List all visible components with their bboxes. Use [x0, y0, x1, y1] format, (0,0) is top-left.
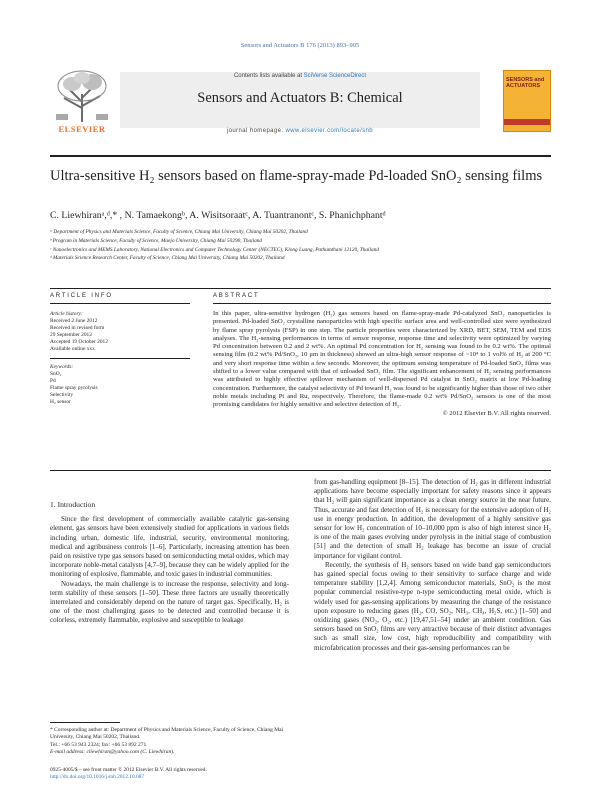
affiliation-b: ᵇ Program in Materials Science, Faculty of Science, Maejo University, Chiang Mai 50290, Thailand: [50, 237, 263, 244]
affiliations: [50, 228, 550, 263]
footnote-rule: [50, 722, 120, 723]
keyword: H₂ sensor: [50, 398, 71, 405]
journal-homepage-line: [120, 128, 480, 134]
elsevier-wordmark: ELSEVIER: [58, 124, 106, 134]
article-info-rule: [50, 303, 190, 304]
history-item: Accepted 19 October 2012: [50, 338, 108, 345]
journal-banner: [120, 72, 480, 128]
body-left-column: [50, 500, 289, 626]
issn-block: [50, 767, 289, 782]
affiliations-rule: [50, 288, 551, 289]
section-heading: 1. Introduction: [50, 500, 96, 509]
doi-link[interactable]: http://dx.doi.org/10.1016/j.snb.2012.10.087: [50, 774, 145, 781]
history-item: 29 September 2012: [50, 331, 92, 338]
abstract-block: [213, 310, 551, 418]
masthead-rule: [50, 155, 551, 157]
author-list: C. Liewhiranᵃ,ᵈ,* , N. Tamaekongᵇ, A. Wisitsoraatᶜ, A. Tuantranontᶜ, S. Phanichphantᵈ: [50, 210, 386, 221]
journal-homepage-link[interactable]: www.elsevier.com/locate/snb: [285, 128, 374, 134]
contents-prefix: Contents lists available at: [233, 73, 304, 79]
telephone-note: Tel.: +66 53 943 2324; fax: +66 53 892 271.: [50, 741, 148, 748]
history-item: Available online xxx: [50, 345, 95, 352]
keyword: Pd: [50, 378, 56, 385]
keywords-rule: [50, 358, 190, 359]
journal-citation: Sensors and Actuators B 176 (2013) 893–905: [240, 42, 360, 49]
sciencedirect-link[interactable]: SciVerse ScienceDirect: [303, 73, 367, 79]
body-paragraph: from gas-handling equipment [8–15]. The detection of H₂ gas in different industrial applications have become especially important for safety reasons since it appears that H₂ will gain significant importance as a clean energy source in the near future. Thus, accurate and fast detection of H₂ is necessary for the extensive adoption of H₂ use in energy production. In addition, the development of a highly sensitive gas sensor for low H₂ concentration of 10–10,000 ppm is also of high interest since H₂ is one of the main gases evolving under pyrolysis in the initial stage of combustion [51] and the detection of small H₂ leakage has become an issue of crucial importance for vigilant control.: [314, 478, 551, 560]
copyright-line: © 2012 Elsevier B.V. All rights reserved.: [442, 409, 551, 417]
body-paragraph: Since the first development of commercially available catalytic gas-sensing element, gas sensors have been extensively studied for applications in various fields including urban, domestic life, industrial, security, environmental monitoring, medical and agribusiness controls [1–6]. Particularly, increasing attention has been paid on resistive type gas sensors based on semiconducting metal oxides, which may incorporate noble-metal catalysts [4,7–9], because they can be widely applied for the monitoring of explosive, flammable, and toxic gases in industrial communities.: [50, 515, 289, 579]
contents-line: [120, 73, 480, 79]
affiliation-d: ᵈ Materials Science Research Center, Faculty of Science, Chiang Mai University, Chiang Mai 50202, Thailand: [50, 255, 285, 262]
keyword: Flame spray pyrolysis: [50, 385, 98, 392]
history-item: Received 2 June 2012: [50, 317, 98, 324]
body-paragraph: Recently, the synthesis of H₂ sensors based on wide band gap semiconductors has gained special focus owing to their sensitivity to surface charge and wide temperature stability [1,2,4]. Among semiconductor materials, SnO₂ is the most popular commercial resistive-type n-type semiconducting metal oxide, which is widely used for gas-sensing applications by measuring the change of the resistance upon exposure to reducing gases (H₂, CO, SO₂, NH₃, CH₄, H₂S, etc.) [1–50] and oxidizing gases (NO₂, O₂, etc.) [19,47,51–54] under an ambient condition. Gas sensors based on SnO₂ films are very attractive because of their distinct advantages such as small size, low cost, high reproducibility and compatibility with microfabrication processes and their gas-sensing performances can be: [314, 560, 551, 652]
body-paragraph: Nowadays, the main challenge is to increase the response, selectivity and long-term stability of these sensors [1–50]. These three factors are usually theoretically interrelated and considerably depend on the nature of target gas. Specifically, H₂ is one of the most challenging gases to be detected and controlled because it is colorless, extremely flammable, explosive and susceptible to leakage: [50, 579, 289, 625]
keywords-label: Keywords:: [50, 364, 74, 371]
journal-cover-thumbnail: [503, 70, 551, 132]
issn-line: 0925-4005/$ – see front matter © 2012 Elsevier B.V. All rights reserved.: [50, 767, 207, 773]
article-title: Ultra-sensitive H₂ sensors based on flame-spray-made Pd-loaded SnO₂ sensing films: [50, 168, 543, 184]
article-info-heading: ARTICLE INFO: [50, 293, 113, 299]
keyword: Selectivity: [50, 392, 74, 399]
abstract-rule: [213, 303, 551, 304]
history-item: Received in revised form: [50, 324, 105, 331]
cover-title: SENSORS and ACTUATORS: [506, 77, 545, 89]
abstract-bottom-rule: [50, 470, 551, 471]
keyword: SnO₂: [50, 371, 62, 378]
journal-title: Sensors and Actuators B: Chemical: [197, 90, 403, 106]
body-right-column: [314, 478, 551, 653]
email-note: E-mail address: cliewhiran@yahoo.com (C. Liewhiran).: [50, 748, 175, 755]
homepage-prefix: journal homepage:: [226, 128, 286, 134]
cover-strip: [504, 119, 550, 125]
abstract-heading: ABSTRACT: [213, 293, 260, 299]
corresponding-author-note: * Corresponding author at: Department of Physics and Materials Science, Faculty of Science, Chiang Mai University, Chiang Mai 50202, Thailand.: [50, 727, 284, 741]
abstract-text: In this paper, ultra-sensitive hydrogen (H₂) gas sensors based on flame-spray-made Pd-catalyzed SnO₂ nanoparticles is presented. Pd-loaded SnO₂ crystalline nanoparticles with high specific surface area and well-controlled size were synthesized by flame spray pyrolysis (FSP) in one step. The particle properties were characterized by XRD, BET, SEM, TEM and EDS analyses. The H₂-sensing performances in terms of sensor response, response time and selectivity were optimized by varying Pd concentration between 0.2 and 2 wt%. An optimal Pd concentration for H₂ sensing was found to be 0.2 wt%. The optimal sensing film (0.2 wt% Pd/SnO₂, 10 μm in thickness) showed an ultra-high sensor response of ~10⁴ to 1 vol% of H₂ at 200 °C and very short response time within a few seconds. Moreover, the optimum sensing temperature of Pd-loaded SnO₂ films was shifted to a lower value compared with that of unloaded SnO₂ film. The significant enhancement of H₂ sensing performances was attributed to highly effective spillover mechanism of well-dispersed Pd catalyst in SnO₂ matrix at low Pd-loading concentration. Furthermore, the catalyst selectivity of Pd toward H₂ was found to be significantly higher than those of two other noble metals including Pt and Ru, respectively. Therefore, the flame-made 0.2 wt% Pd/SnO₂ sensors is one of the most promising candidates for highly sensitive and selective detection of H₂.: [213, 310, 551, 409]
footnote: [50, 727, 289, 756]
affiliation-a: ᵃ Department of Physics and Materials Science, Faculty of Science, Chiang Mai University, Chiang Mai 50202, Thailand: [50, 229, 308, 235]
elsevier-tree-logo: [50, 68, 114, 130]
affiliation-c: ᶜ Nanoelectronics and MEMS Laboratory, National Electronics and Computer Technology Center (NECTEC), Klong Luang, Pathumthani 12120, Thailand: [50, 246, 379, 253]
article-info: [50, 311, 190, 406]
masthead: [50, 68, 551, 136]
history-label: Article history:: [50, 311, 83, 317]
